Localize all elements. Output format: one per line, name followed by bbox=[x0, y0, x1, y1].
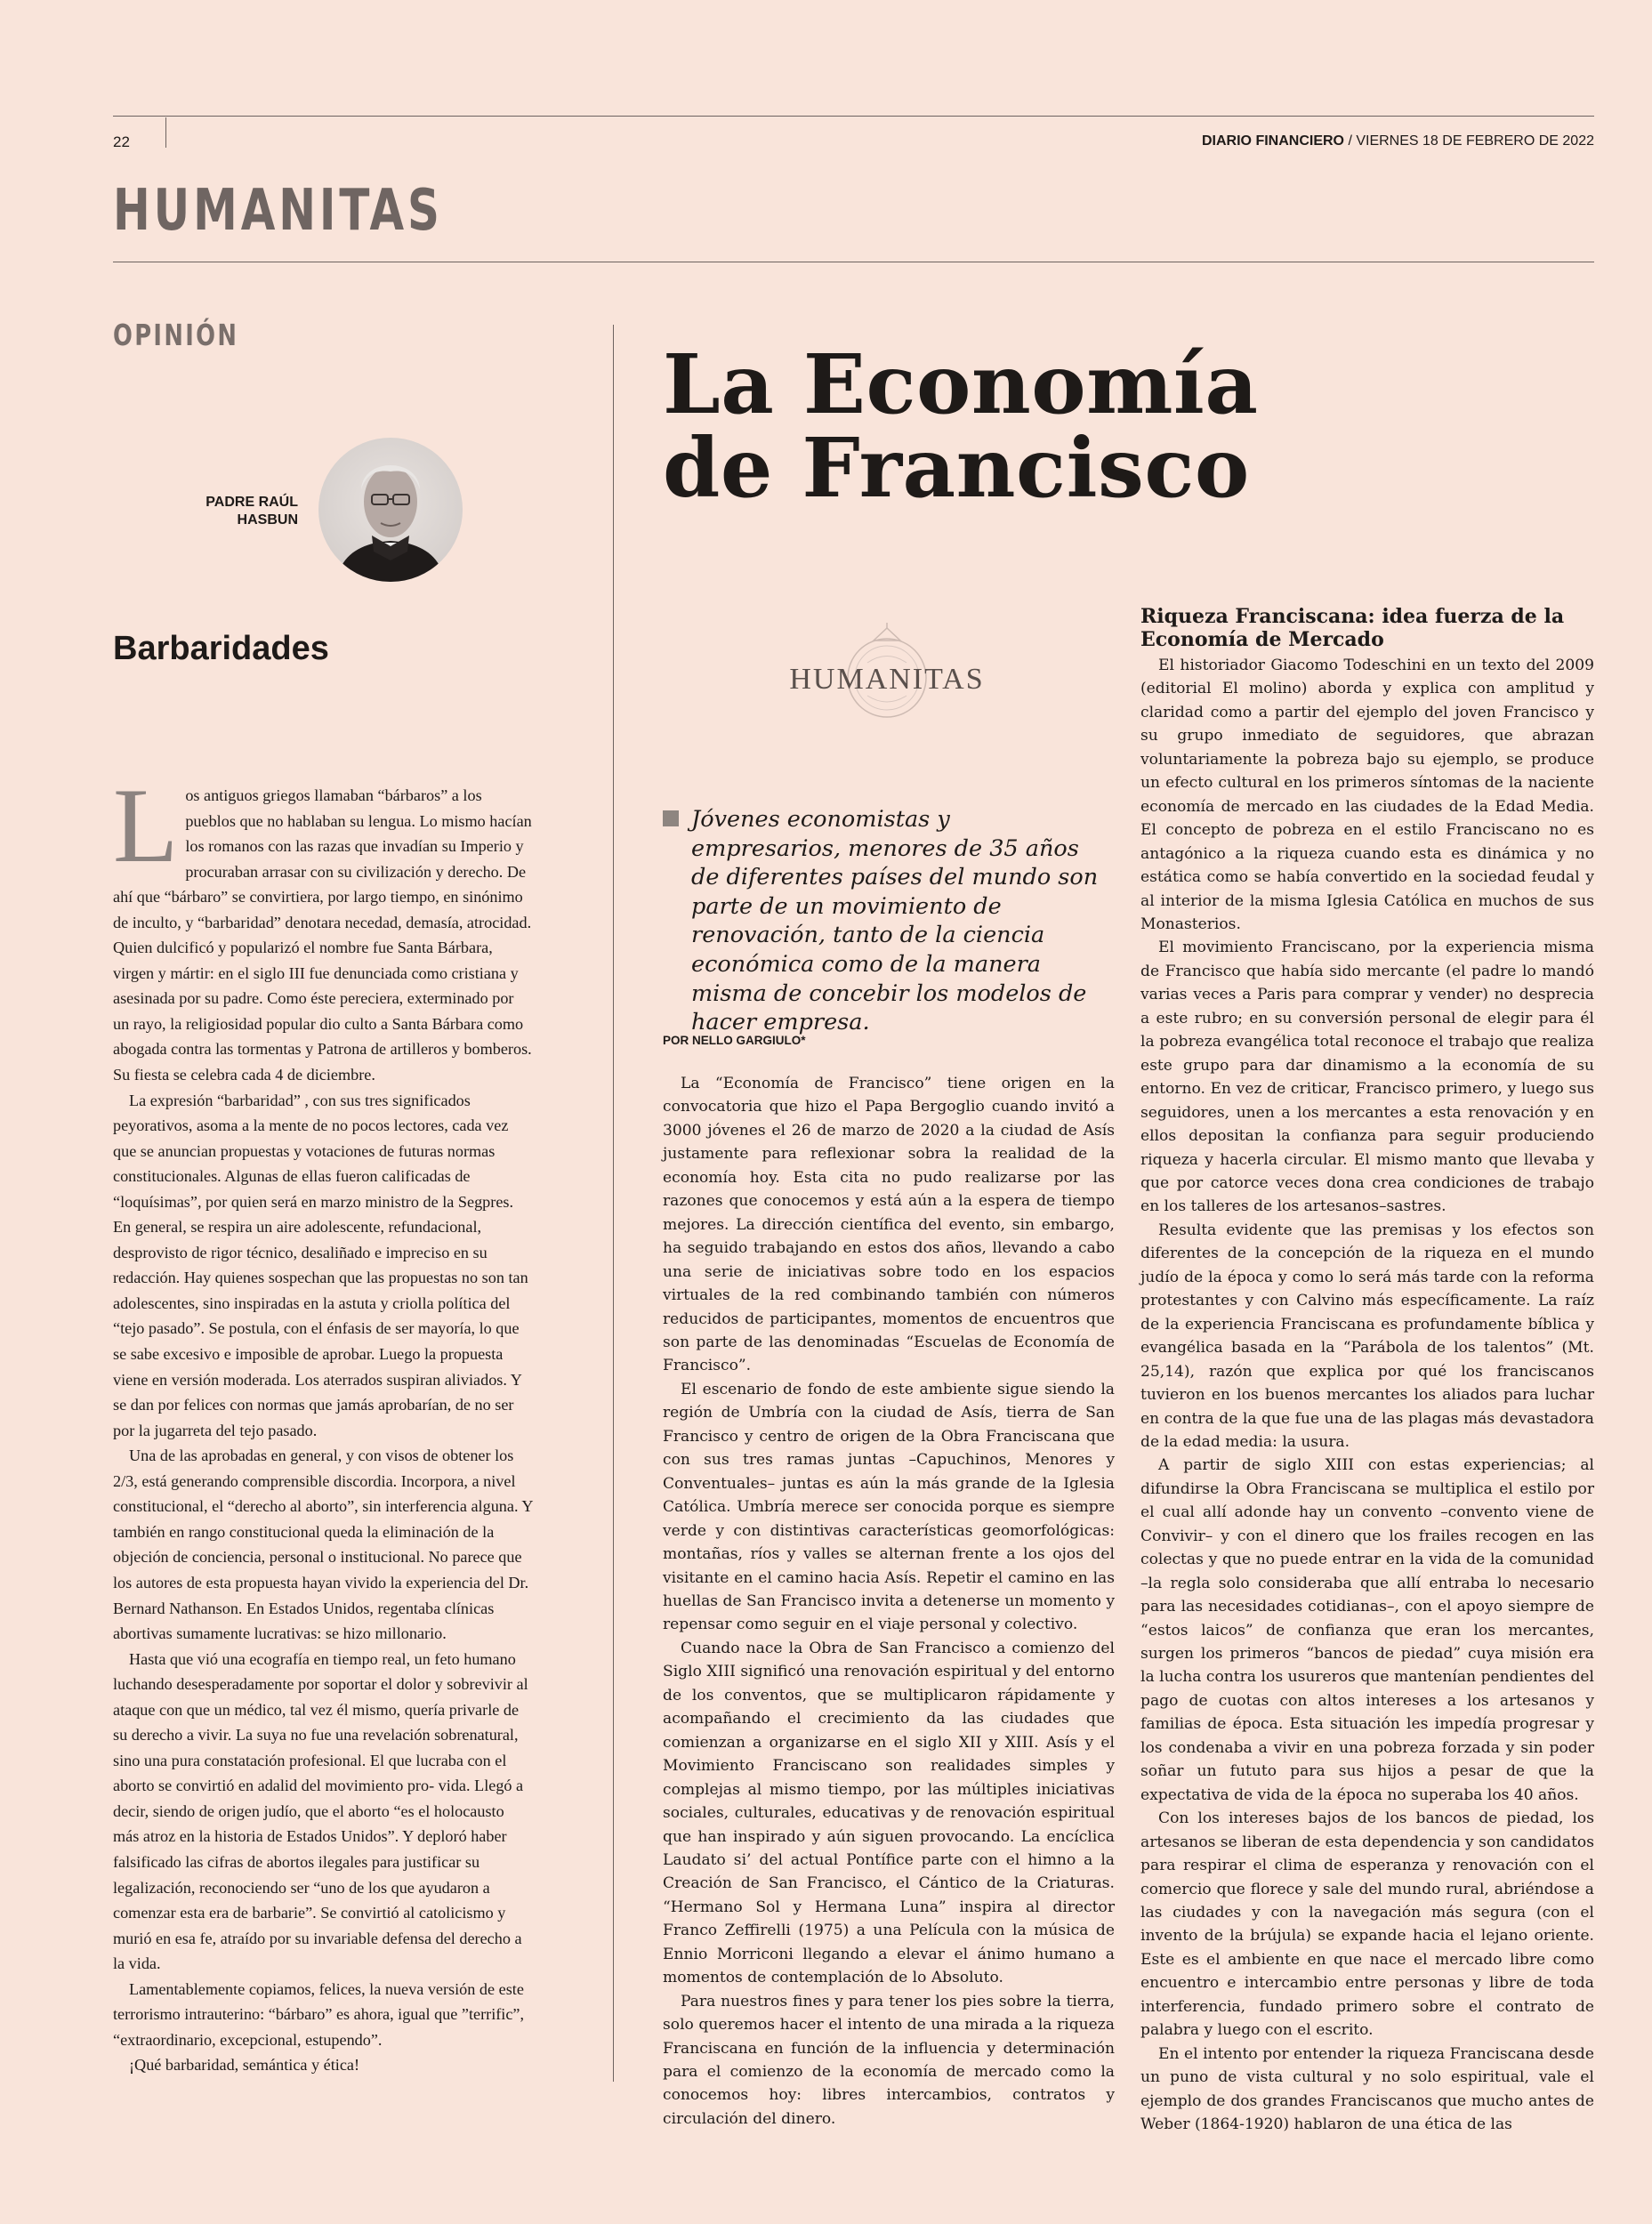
article-paragraph: En el intento por entender la riqueza Franciscana desde un puno de vista cultural y no solo espiritual, vale el ejemplo de dos grandes Franciscanos que mucho antes de Weber (1864-1920) hablaron de una ética de las bbox=[1140, 2044, 1594, 2134]
masthead bbox=[1202, 133, 1594, 149]
article-paragraph: El movimiento Franciscano, por la experiencia misma de Francisco que había sido mercante (el padre lo mandó varias veces a Paris para comprar y vender) no desprecia a este rubro; en su conversión personal de elegir para él la pobreza evangélica total reconoce el trabajo que realiza este grupo para dar dinamismo a la economía de su entorno. En vez de criticar, Francisco primero, y luego sus seguidores, unen a los mercantes a esta renovación y en ellos depositan la confianza para seguir produciendo riqueza y hacerla circular. El mismo manto que llevaba y que por catorce veces dona crea condiciones de trabajo en los talleres de los artesanos–sastres. bbox=[1140, 939, 1594, 1216]
page-number-divider bbox=[165, 117, 166, 148]
dropcap: L bbox=[113, 766, 179, 884]
svg-text:HUMANITAS: HUMANITAS bbox=[789, 663, 985, 696]
opinion-paragraph: ¡Qué barbaridad, semántica y ética! bbox=[129, 2056, 360, 2075]
main-article-column-1 bbox=[663, 1072, 1115, 2131]
standfirst-bullet-icon bbox=[663, 810, 679, 826]
article-paragraph: Con los intereses bajos de los bancos de piedad, los artesanos se liberan de esta dependencia y son candidatos para respirar el clima de esperanza y renovación con el comercio que florece y sale del mundo rural, abriéndose a las ciudades y con la navegación más segura (con el invento de la brújula) se expande hacia el lejano oriente. Este es el ambiente en que nace el mercado libre como encuentro e intercambio entre personas y libre de toda interferencia, fundado primero sobre el contrato de palabra y luego con el escrito. bbox=[1140, 1809, 1594, 2040]
opinion-paragraph: La expresión “barbaridad” , con sus tres significados peyorativos, asoma a la mente de no pocos lectores, cada vez que se anuncian propuestas y votaciones de futuras normas constitucionales. Algunas de ellas fueron calificadas de “loquísimas”, por quien será en marzo ministro de la Segpres. En general, se respira un aire adolescente, refundacional, desprovisto de rigor técnico, desaliñado e impreciso en su redacción. Hay quienes sospechan que las propuestas no son tan adolescentes, sino inspiradas en la astuta y criolla política del “tejo pasado”. Se postula, con el énfasis de ser mayoría, lo que se sabe excesivo e imposible de aprobar. Luego la propuesta viene en versión moderada. Los aterrados suspiran aliviados. Y se dan por felices con normas que jamás aprobarían, de no ser por la jugarreta del tejo pasado. bbox=[113, 1091, 528, 1439]
standfirst bbox=[663, 805, 1099, 1037]
opinion-paragraph: Lamentablemente copiamos, felices, la nueva versión de este terrorismo intrauterino: “bárbaro” es ahora, igual que ”terrific”, “extraordinario, excepcional, estupendo”. bbox=[113, 1979, 525, 2049]
humanitas-seal-icon bbox=[767, 623, 1007, 738]
standfirst-text: Jóvenes economistas y empresarios, menores de 35 años de diferentes países del mundo son parte de un movimiento de renovación, tanto de la ciencia económica como de la manera misma de concebir los modelos de hacer empresa. bbox=[691, 806, 1099, 1036]
main-article-title: La Economía de Francisco bbox=[663, 336, 1259, 516]
author-portrait bbox=[318, 438, 463, 582]
publication-name: DIARIO FINANCIERO bbox=[1202, 133, 1344, 149]
section-title: HUMANITAS bbox=[113, 178, 443, 244]
publication-date: / VIERNES 18 DE FEBRERO DE 2022 bbox=[1344, 133, 1594, 149]
opinion-paragraph: Los antiguos griegos llamaban “bárbaros” a los pueblos que no hablaban su lengua. Lo mismo hacían los romanos con las razas que invadían su Imperio y procuraban arrasar con su civilización y derecho. De ahí que “bárbaro” se convirtiera, por largo tiempo, en sinónimo de inculto, y “barbaridad” denotara necedad, demasía, atrocidad. Quien dulcificó y popularizó el nombre fue Santa Bárbara, virgen y mártir: en el siglo III fue denunciada como cristiana y asesinada por su padre. Como éste pereciera, exterminado por un rayo, la religiosidad popular dio culto a Santa Bárbara como abogada contra las tormentas y Patrona de artilleros y bomberos. Su fiesta se celebra cada 4 de diciembre. bbox=[113, 766, 532, 1084]
article-paragraph: El escenario de fondo de este ambiente sigue siendo la región de Umbría con la ciudad de Asís, tierra de San Francisco y centro de origen de la Obra Franciscana que con sus tres ramas juntas –Capuchinos, Menores y Conventuales– juntas es aún la más grande de la Iglesia Católica. Umbría merece ser conocida porque es siempre verde y con distintivas características geomorfológicas: montañas, ríos y valles se alternan frente a los ojos del visitante en el camino hacia Asís. Repetir el camino en las huellas de San Francisco invita a detenerse un momento y repensar como seguir en el viaje personal y colectivo. bbox=[663, 1380, 1115, 1634]
page-number: 22 bbox=[113, 133, 130, 150]
opinion-paragraph: Una de las aprobadas en general, y con visos de obtener los 2/3, está generando comprensible discordia. Incorpora, a nivel constitucional, el “derecho al aborto”, sin interferencia alguna. Y también en rango constitucional queda la eliminación de la objeción de conciencia, personal o institucional. No parece que los autores de esta propuesta hayan vivido la experiencia del Dr. Bernard Nathanson. En Estados Unidos, regentaba clínicas abortivas sumamente lucrativas: se hizo millonario. bbox=[113, 1446, 533, 1643]
article-paragraph: La “Economía de Francisco” tiene origen en la convocatoria que hizo el Papa Bergoglio cuando invitó a 3000 jóvenes el 26 de marzo de 2020 a la ciudad de Asís justamente para reflexionar sobra la realidad de la economía hoy. Esta cita no pudo realizarse por las razones que conocemos y está aún a la espera de tiempo mejores. La dirección científica del evento, sin embargo, ha seguido trabajando en estos dos años, llevando a cabo una serie de iniciativas sobre todo en los espacios virtuales de la red combinando también con números reducidos de participantes, momentos de encuentros que son parte de las denominadas “Escuelas de Economía de Francisco”. bbox=[663, 1075, 1115, 1375]
top-rule bbox=[113, 116, 1594, 117]
column-divider bbox=[613, 325, 614, 2082]
article-paragraph: Para nuestros fines y para tener los pies sobre la tierra, solo queremos hacer el intento de una mirada a la riqueza Franciscana en función de la influencia y determinación para el comienzo de la economía de mercado como la conocemos hoy: libres intercambios, contratos y circulación del dinero. bbox=[663, 1992, 1115, 2128]
opinion-body bbox=[113, 766, 533, 2078]
opinion-headline: Barbaridades bbox=[113, 630, 329, 667]
byline: POR NELLO GARGIULO* bbox=[663, 1034, 806, 1047]
main-article-column-2 bbox=[1140, 654, 1594, 2137]
article-paragraph: Resulta evidente que las premisas y los efectos son diferentes de la concepción de la riqueza en el mundo judío de la época y como lo será más tarde con la reforma protestantes y con Calvino más específicamente. La raíz de la experiencia Franciscana es profundamente bíblica y evangélica basada en la “Parábola de los talentos” (Mt. 25,14), razón que explica por qué los franciscanos tuvieron en los buenos mercantes los aliados para luchar en contra de la que fue una de las plagas más devastadora de la edad media: la usura. bbox=[1140, 1221, 1594, 1451]
opinion-paragraph: Hasta que vió una ecografía en tiempo real, un feto humano luchando desesperadamente por soportar el dolor y sobrevivir al ataque con que un médico, tal vez él mismo, quería privarle de su derecho a vivir. La suya no fue una revelación sobrenatural, sino una pura constatación profesional. El que lucraba con el aborto se convirtió en adalid del movimiento pro- vida. Llegó a decir, siendo de origen judío, que el aborto “es el holocausto más atroz en la historia de Estados Unidos”. Y deploró haber falsificado las cifras de abortos ilegales para justificar su legalización, reconociendo ser “uno de los que ayudaron a comenzar esta era de barbarie”. Se convirtió al catolicismo y murió en esa fe, atraído por su invariable defensa del derecho a la vida. bbox=[113, 1649, 528, 1973]
author-name: PADRE RAÚL HASBUN bbox=[205, 495, 298, 528]
humanitas-logo bbox=[767, 623, 1007, 738]
author-portrait-illustration bbox=[318, 438, 463, 582]
article-paragraph: Cuando nace la Obra de San Francisco a comienzo del Siglo XIII significó una renovación espiritual y del entorno de los conventos, que se multiplicaron rápidamente y acompañando el crecimiento da las ciudades que comienzan a organizarse en el siglo XII y XIII. Asís y el Movimiento Franciscano son realidades simples y complejas al mismo tiempo, por las múltiples iniciativas sociales, culturales, educativas y de renovación espiritual que han inspirado y aún siguen provocando. La encíclica Laudato si’ del actual Pontífice parte con el himno a la Creación de San Francisco, el Cántico de la Criaturas. “Hermano Sol y Hermana Luna” inspira al director Franco Zeffirelli (1975) a una Película con la música de Ennio Morriconi llegando a elevar el ánimo humano a momentos de contemplación de lo Absoluto. bbox=[663, 1639, 1115, 1987]
article-subhead: Riqueza Franciscana: idea fuerza de la Economía de Mercado bbox=[1140, 605, 1565, 651]
article-paragraph: El historiador Giacomo Todeschini en un texto del 2009 (editorial El molino) aborda y explica con amplitud y claridad como a partir del ejemplo del joven Francisco y su grupo inmediato de seguidores, que abrazan voluntariamente la pobreza bajo su ejemplo, se produce un efecto cultural en los primeros síntomas de la naciente economía de mercado en las ciudades de la Edad Media. El concepto de pobreza en el estilo Franciscano no es antagónico a la riqueza cuando esta es dinámica y no estática como se había convertido en la sociedad feudal y al interior de la misma Iglesia Católica en muchos de sus Monasterios. bbox=[1140, 657, 1594, 933]
article-paragraph: A partir de siglo XIII con estas experiencias; al difundirse la Obra Franciscana se multiplica el estilo por el cual allí adonde hay un convento –convento viene de Convivir– y con el dinero que los frailes recogen en las colectas y que no puede entrar en la vida de la comunidad –la regla solo consideraba que allí entraba lo necesario para las necesidades cotidianas–, con el apoyo siempre de “estos laicos” de confianza que eran los mercantes, surgen los primeros “bancos de piedad” cuya misión era la lucha contra los usureros que mantenían pendientes del pago de cuotas con altos intereses a los artesanos y familias de época. Esta situación les impedía progresar y los condenaba a vivir en una pobreza forzada y sin poder soñar un fututo para sus hijos a pesar de que la expectativa de vida de la época no superaba los 40 años. bbox=[1140, 1456, 1594, 1804]
opinion-kicker: OPINIÓN bbox=[113, 318, 239, 352]
